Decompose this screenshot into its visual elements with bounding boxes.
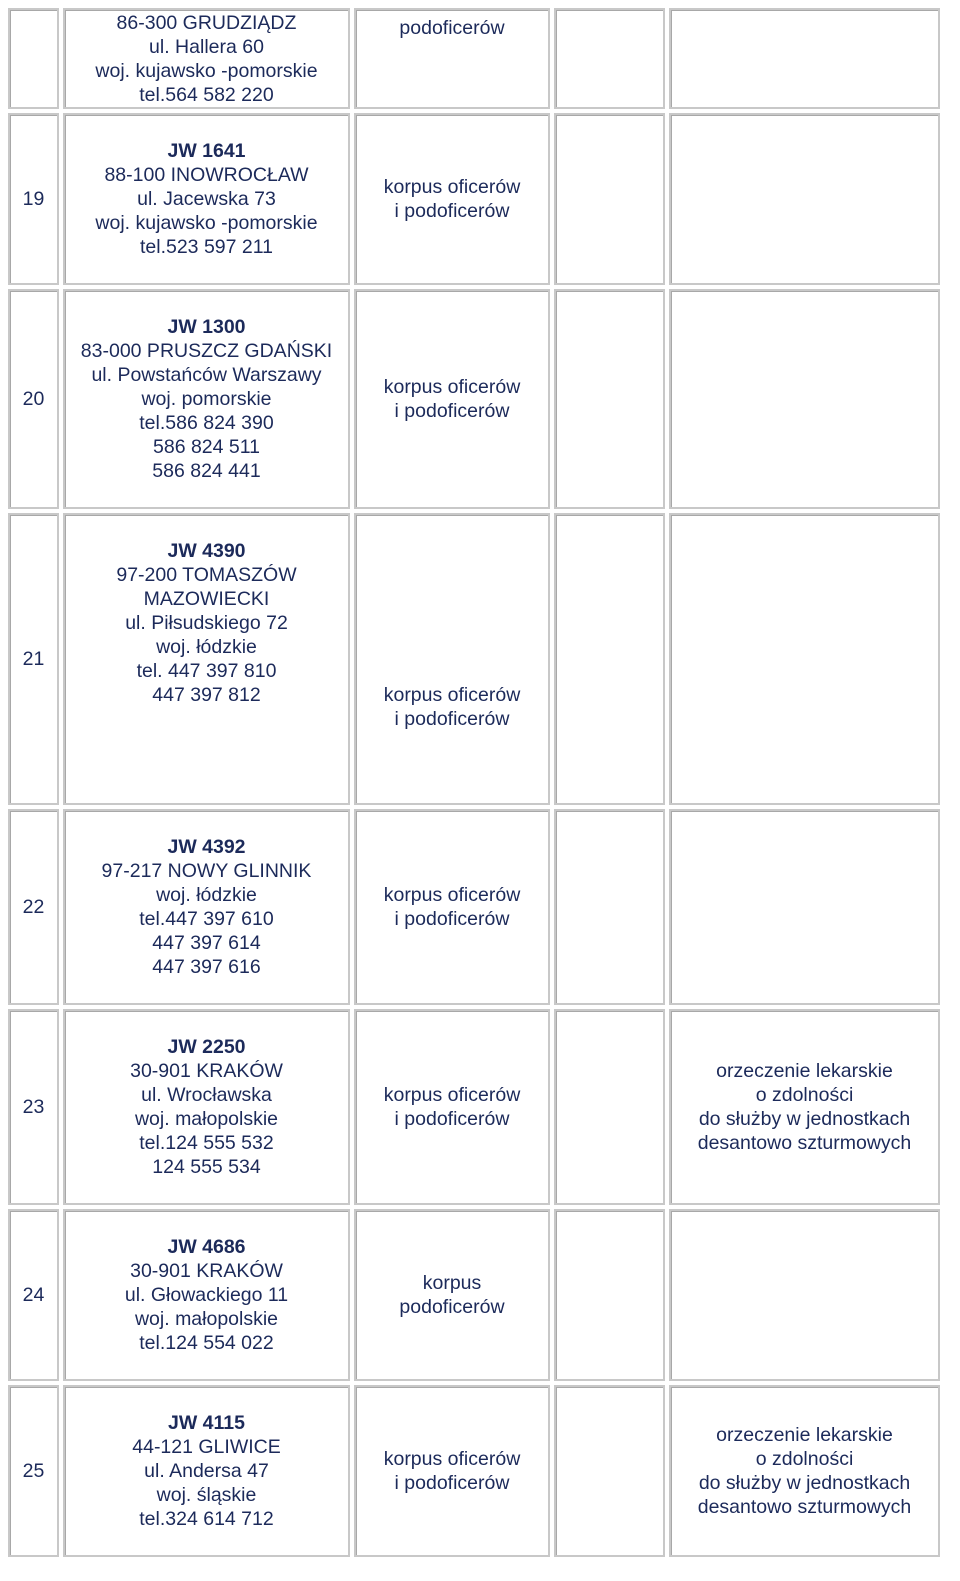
address-line: ul. Głowackiego 11 — [124, 1284, 289, 1306]
table-row — [8, 809, 940, 1005]
row-number-cell: 19 — [8, 113, 59, 285]
address-line: 586 824 511 — [153, 436, 260, 458]
table-row — [8, 8, 940, 109]
address-line: 88-100 INOWROCŁAW — [104, 164, 309, 186]
unit-address-cell — [63, 289, 350, 509]
address-line: woj. łódzkie — [156, 884, 257, 906]
corps-line: korpus oficerów — [383, 1084, 521, 1106]
address-line: ul. Jacewska 73 — [137, 188, 276, 210]
corps-line: korpus oficerów — [383, 684, 521, 706]
empty-cell — [554, 8, 665, 109]
requirements-cell — [669, 113, 940, 285]
address-line: ul. Hallera 60 — [149, 35, 264, 58]
address-line: tel.124 555 532 — [139, 1132, 274, 1154]
empty-cell — [554, 289, 665, 509]
corps-cell — [354, 113, 550, 285]
unit-address-cell — [63, 1209, 350, 1381]
row-number-cell — [8, 8, 59, 109]
row-number-cell: 25 — [8, 1385, 59, 1557]
corps-line: podoficerów — [399, 17, 505, 39]
requirements-cell — [669, 809, 940, 1005]
table-row — [8, 113, 940, 285]
corps-line: korpus oficerów — [383, 884, 521, 906]
address-line: woj. śląskie — [156, 1484, 257, 1506]
requirement-line: desantowo szturmowych — [697, 1132, 912, 1154]
corps-line: podoficerów — [399, 1296, 505, 1318]
unit-code: JW 4115 — [168, 1412, 245, 1434]
corps-line: korpus oficerów — [383, 176, 521, 198]
address-line: ul. Piłsudskiego 72 — [125, 612, 288, 634]
row-number-cell: 24 — [8, 1209, 59, 1381]
requirement-line: do służby w jednostkach — [698, 1472, 911, 1494]
unit-code: JW 4686 — [167, 1236, 246, 1258]
unit-address-cell — [63, 513, 350, 805]
corps-line: i podoficerów — [394, 708, 510, 730]
address-line: woj. kujawsko -pomorskie — [95, 59, 318, 82]
corps-cell — [354, 289, 550, 509]
address-line: ul. Powstańców Warszawy — [91, 364, 322, 386]
address-line: tel.564 582 220 — [139, 83, 274, 106]
address-line: woj. kujawsko -pomorskie — [95, 212, 318, 234]
address-line: tel.124 554 022 — [139, 1332, 274, 1354]
row-number-cell: 23 — [8, 1009, 59, 1205]
corps-cell — [354, 513, 550, 805]
cell-spacer — [360, 587, 544, 683]
address-line: tel.586 824 390 — [139, 412, 274, 434]
empty-cell — [554, 1385, 665, 1557]
corps-line: i podoficerów — [394, 200, 510, 222]
requirements-cell — [669, 8, 940, 109]
corps-line: i podoficerów — [394, 1108, 510, 1130]
address-line: woj. łódzkie — [156, 636, 257, 658]
requirement-line: desantowo szturmowych — [697, 1496, 912, 1518]
unit-address-cell — [63, 1385, 350, 1557]
unit-code: JW 4390 — [167, 540, 246, 562]
unit-code: JW 1641 — [167, 140, 246, 162]
cell-spacer — [69, 707, 344, 779]
unit-address-cell — [63, 1009, 350, 1205]
row-number-cell: 21 — [8, 513, 59, 805]
address-line: 586 824 441 — [152, 460, 261, 482]
requirement-line: do służby w jednostkach — [698, 1108, 911, 1130]
address-line: 83-000 PRUSZCZ GDAŃSKI — [80, 340, 333, 362]
address-line: woj. małopolskie — [134, 1108, 279, 1130]
units-table — [4, 4, 944, 1561]
requirements-cell — [669, 513, 940, 805]
table-row — [8, 1009, 940, 1205]
address-line: 124 555 534 — [152, 1156, 261, 1178]
address-line: woj. pomorskie — [141, 388, 272, 410]
address-line: 30-901 KRAKÓW — [130, 1260, 283, 1282]
address-line: 97-200 TOMASZÓW — [116, 564, 297, 586]
empty-cell — [554, 1009, 665, 1205]
table-row — [8, 513, 940, 805]
row-number-cell: 20 — [8, 289, 59, 509]
corps-cell — [354, 1385, 550, 1557]
corps-line: i podoficerów — [394, 400, 510, 422]
requirements-cell — [669, 1009, 940, 1205]
empty-cell — [554, 513, 665, 805]
unit-address-cell — [63, 8, 350, 109]
corps-cell — [354, 8, 550, 109]
requirement-line: orzeczenie lekarskie — [716, 1060, 893, 1082]
unit-code: JW 2250 — [167, 1036, 246, 1058]
address-line: 86-300 GRUDZIĄDZ — [116, 11, 297, 34]
unit-code: JW 1300 — [167, 316, 246, 338]
corps-cell — [354, 809, 550, 1005]
table-row — [8, 1209, 940, 1381]
requirement-line: o zdolności — [755, 1084, 854, 1106]
corps-cell — [354, 1009, 550, 1205]
corps-line: i podoficerów — [394, 908, 510, 930]
requirements-cell — [669, 1209, 940, 1381]
address-line: 30-901 KRAKÓW — [130, 1060, 283, 1082]
table-row — [8, 289, 940, 509]
corps-line: korpus oficerów — [383, 376, 521, 398]
address-line: 97-217 NOWY GLINNIK — [101, 860, 312, 882]
table-row — [8, 1385, 940, 1557]
requirements-cell — [669, 1385, 940, 1557]
unit-address-cell — [63, 809, 350, 1005]
address-line: tel. 447 397 810 — [136, 660, 277, 682]
address-line: 447 397 616 — [152, 956, 261, 978]
address-line: ul. Andersa 47 — [144, 1460, 269, 1482]
requirements-cell — [669, 289, 940, 509]
empty-cell — [554, 113, 665, 285]
address-line: tel.447 397 610 — [139, 908, 274, 930]
address-line: 447 397 614 — [152, 932, 261, 954]
unit-address-cell — [63, 113, 350, 285]
address-line: MAZOWIECKI — [143, 588, 270, 610]
address-line: tel.523 597 211 — [139, 236, 273, 258]
unit-code: JW 4392 — [167, 836, 246, 858]
empty-cell — [554, 1209, 665, 1381]
address-line: ul. Wrocławska — [141, 1084, 272, 1106]
corps-line: i podoficerów — [394, 1472, 510, 1494]
row-number-cell: 22 — [8, 809, 59, 1005]
corps-cell — [354, 1209, 550, 1381]
corps-line: korpus — [422, 1272, 482, 1294]
address-line: woj. małopolskie — [134, 1308, 279, 1330]
address-line: 447 397 812 — [152, 684, 261, 706]
requirement-line: o zdolności — [755, 1448, 854, 1470]
empty-cell — [554, 809, 665, 1005]
units-table-body — [8, 8, 940, 1557]
address-line: 44-121 GLIWICE — [132, 1436, 281, 1458]
address-line: tel.324 614 712 — [139, 1508, 274, 1530]
corps-line: korpus oficerów — [383, 1448, 521, 1470]
requirement-line: orzeczenie lekarskie — [716, 1424, 893, 1446]
